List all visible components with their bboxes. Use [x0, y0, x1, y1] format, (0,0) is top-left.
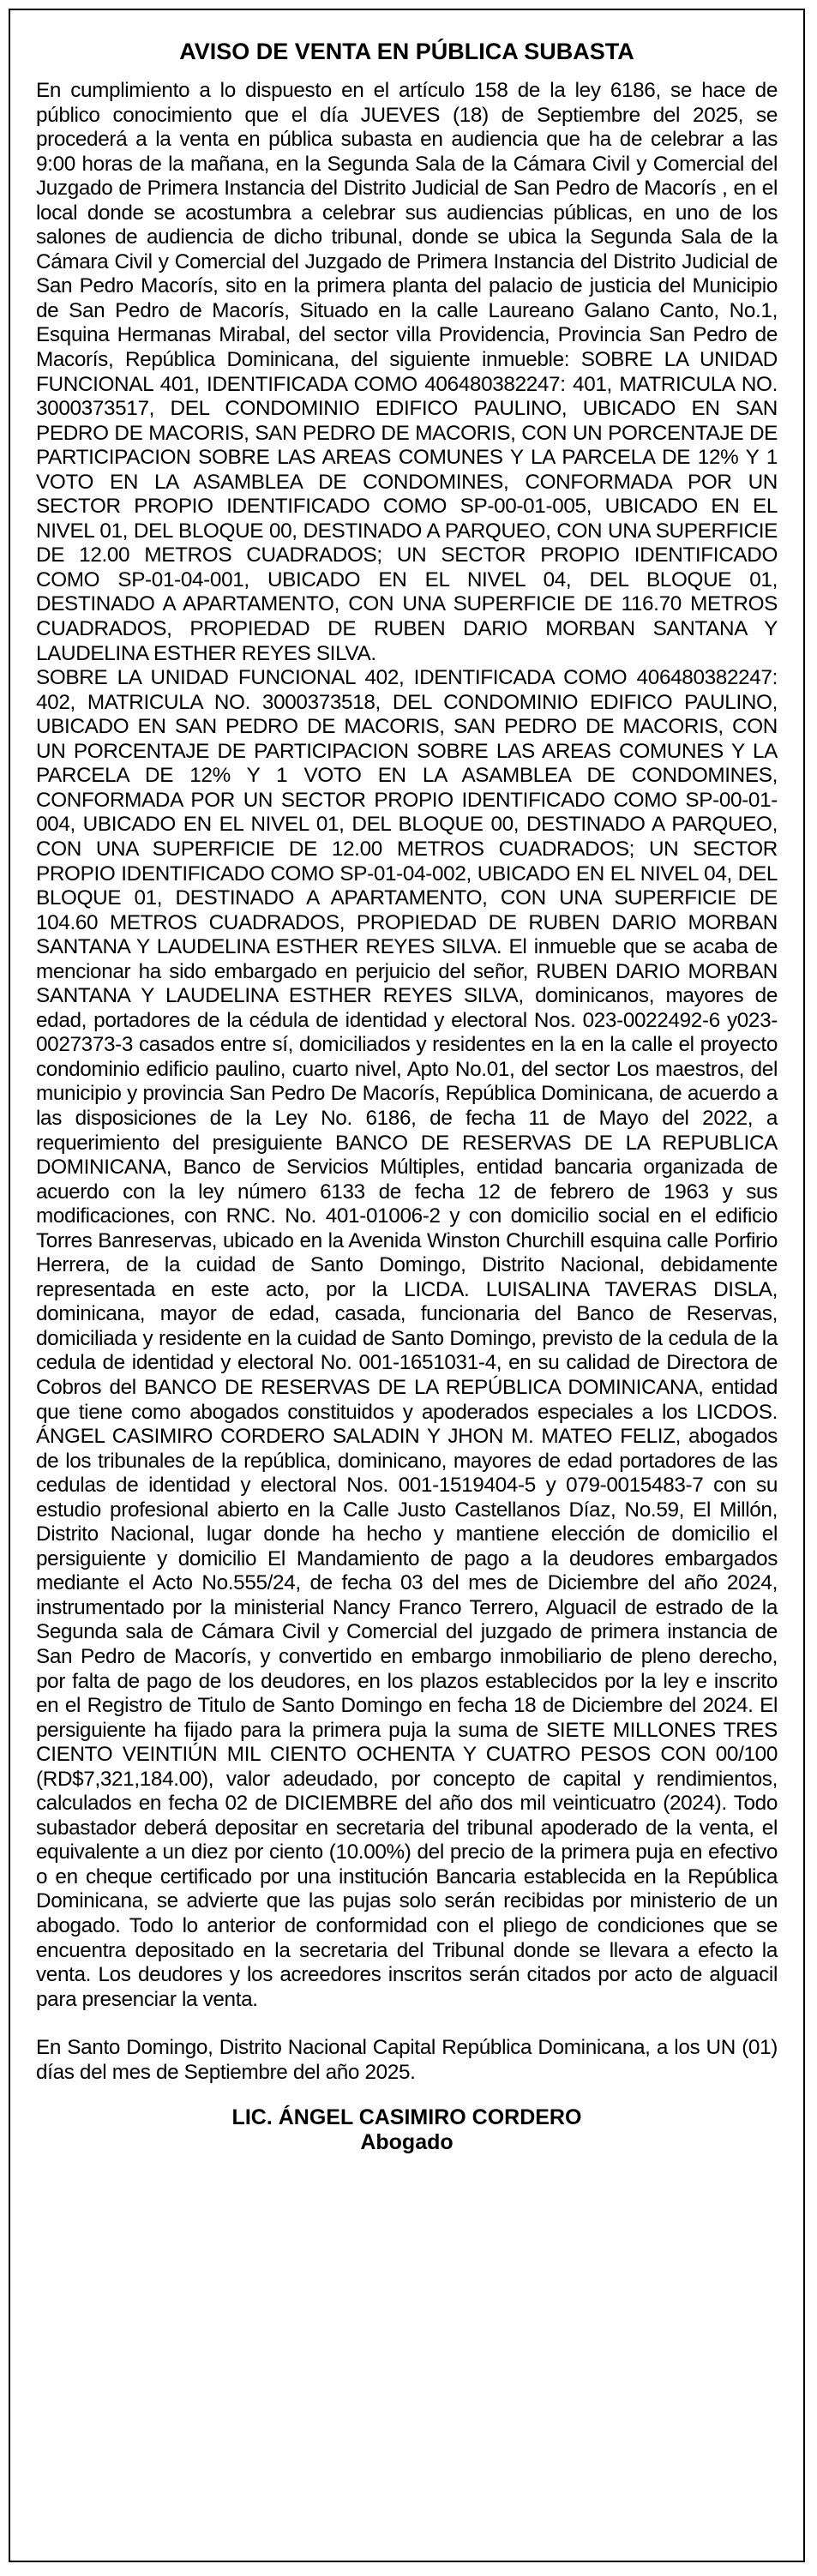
notice-frame — [9, 9, 805, 2562]
notice-paragraph-1: En cumplimiento a lo dispuesto en el artículo 158 de la ley 6186, se hace de público conocimiento que el día JUEVES (18) de Septiembre del 2025, se procederá a la venta en pública subasta en audiencia que ha de celebrar a las 9:00 horas de la mañana, en la Segunda Sala de la Cámara Civil y Comercial del Juzgado de Primera Instancia del Distrito Judicial de San Pedro de Macorís , en el local donde se acostumbra a celebrar sus audiencias públicas, en uno de los salones de audiencia de dicho tribunal, donde se ubica la Segunda Sala de la Cámara Civil y Comercial del Juzgado de Primera Instancia del Distrito Judicial de San Pedro Macorís, sito en la primera planta del palacio de justicia del Municipio de San Pedro de Macorís, Situado en la calle Laureano Galano Canto, No.1, Esquina Hermanas Mirabal, del sector villa Providencia, Provincia San Pedro de Macorís, República Dominicana, del siguiente inmueble: SOBRE LA UNIDAD FUNCIONAL 401, IDENTIFICADA COMO 406480382247: 401, MATRICULA NO. 3000373517, DEL CONDOMINIO EDIFICO PAULINO, UBICADO EN SAN PEDRO DE MACORIS, SAN PEDRO DE MACORIS, CON UN PORCENTAJE DE PARTICIPACION SOBRE LAS AREAS COMUNES Y LA PARCELA DE 12% Y 1 VOTO EN LA ASAMBLEA DE CONDOMINES, CONFORMADA POR UN SECTOR PROPIO IDENTIFICADO COMO SP-00-01-005, UBICADO EN EL NIVEL 01, DEL BLOQUE 00, DESTINADO A PARQUEO, CON UNA SUPERFICIE DE 12.00 METROS CUADRADOS; UN SECTOR PROPIO IDENTIFICADO COMO SP-01-04-001, UBICADO EN EL NIVEL 04, DEL BLOQUE 01, DESTINADO A APARTAMENTO, CON UNA SUPERFICIE DE 116.70 METROS CUADRADOS, PROPIEDAD DE RUBEN DARIO MORBAN SANTANA Y LAUDELINA ESTHER REYES SILVA. — [36, 79, 778, 665]
notice-title: AVISO DE VENTA EN PÚBLICA SUBASTA — [179, 39, 634, 64]
signature-role: Abogado — [360, 2130, 454, 2155]
notice-closing: En Santo Domingo, Distrito Nacional Capital República Dominicana, a los UN (01) días del mes de Septiembre del año 2025. — [36, 2036, 778, 2084]
notice-body — [36, 79, 778, 2085]
signature-block — [36, 2105, 778, 2155]
signature-name: LIC. ÁNGEL CASIMIRO CORDERO — [231, 2105, 582, 2130]
notice-paragraph-2: SOBRE LA UNIDAD FUNCIONAL 402, IDENTIFICADA COMO 406480382247: 402, MATRICULA NO. 3000373518, DEL CONDOMINIO EDIFICO PAULINO, UBICADO EN SAN PEDRO DE MACORIS, SAN PEDRO DE MACORIS, CON UN PORCENTAJE DE PARTICIPACION SOBRE LAS AREAS COMUNES Y LA PARCELA DE 12% Y 1 VOTO EN LA ASAMBLEA DE CONDOMINES, CONFORMADA POR UN SECTOR PROPIO IDENTIFICADO COMO SP-00-01-004, UBICADO EN EL NIVEL 01, DEL BLOQUE 00, DESTINADO A PARQUEO, CON UNA SUPERFICIE DE 12.00 METROS CUADRADOS; UN SECTOR PROPIO IDENTIFICADO COMO SP-01-04-002, UBICADO EN EL NIVEL 04, DEL BLOQUE 01, DESTINADO A APARTAMENTO, CON UNA SUPERFICIE DE 104.60 METROS CUADRADOS, PROPIEDAD DE RUBEN DARIO MORBAN SANTANA Y LAUDELINA ESTHER REYES SILVA. El inmueble que se acaba de mencionar ha sido embargado en perjuicio del señor, RUBEN DARIO MORBAN SANTANA Y LAUDELINA ESTHER REYES SILVA, dominicanos, mayores de edad, portadores de la cédula de identidad y electoral Nos. 023-0022492-6 y023-0027373-3 casados entre sí, domiciliados y residentes en la en la calle el proyecto condominio edificio paulino, cuarto nivel, Apto No.01, del sector Los maestros, del municipio y provincia San Pedro De Macorís, República Dominicana, de acuerdo a las disposiciones de la Ley No. 6186, de fecha 11 de Mayo del 2022, a requerimiento del presiguiente BANCO DE RESERVAS DE LA REPUBLICA DOMINICANA, Banco de Servicios Múltiples, entidad bancaria organizada de acuerdo con la ley número 6133 de fecha 12 de febrero de 1963 y sus modificaciones, con RNC. No. 401-01006-2 y con domicilio social en el edificio Torres Banreservas, ubicado en la Avenida Winston Churchill esquina calle Porfirio Herrera, de la cuidad de Santo Domingo, Distrito Nacional, debidamente representada en este acto, por la LICDA. LUISALINA TAVERAS DISLA, dominicana, mayor de edad, casada, funcionaria del Banco de Reservas, domiciliada y residente en la cuidad de Santo Domingo, previsto de la cedula de la cedula de identidad y electoral No. 001-1651031-4, en su calidad de Directora de Cobros del BANCO DE RESERVAS DE LA REPÚBLICA DOMINICANA, entidad que tiene como abogados constituidos y apoderados especiales a los LICDOS. ÁNGEL CASIMIRO CORDERO SALADIN Y JHON M. MATEO FELIZ, abogados de los tribunales de la república, dominicano, mayores de edad portadores de las cedulas de identidad y electoral Nos. 001-1519404-5 y 079-0015483-7 con su estudio profesional abierto en la Calle Justo Castellanos Díaz, No.59, El Millón, Distrito Nacional, lugar donde ha hecho y mantiene elección de domicilio el persiguiente y domicilio El Mandamiento de pago a la deudores embargados mediante el Acto No.555/24, de fecha 03 del mes de Diciembre del año 2024, instrumentado por la ministerial Nancy Franco Terrero, Alguacil de estrado de la Segunda sala de Cámara Civil y Comercial del juzgado de primera instancia de San Pedro de Macorís, y convertido en embargo inmobiliario de pleno derecho, por falta de pago de los deudores, en los plazos establecidos por la ley e inscrito en el Registro de Titulo de Santo Domingo en fecha 18 de Diciembre del 2024. El persiguiente ha fijado para la primera puja la suma de SIETE MILLONES TRES CIENTO VEINTIÚN MIL CIENTO OCHENTA Y CUATRO PESOS CON 00/100 (RD$7,321,184.00), valor adeudado, por concepto de capital y rendimientos, calculados en fecha 02 de DICIEMBRE del año dos mil veinticuatro (2024). Todo subastador deberá depositar en secretaria del tribunal apoderado de la venta, el equivalente a un diez por ciento (10.00%) del precio de la primera puja en efectivo o en cheque certificado por una institución Bancaria establecida en la República Dominicana, se advierte que las pujas solo serán recibidas por ministerio de un abogado. Todo lo anterior de conformidad con el pliego de condiciones que se encuentra depositado en la secretaria del Tribunal donde se llevara a efecto la venta. Los deudores y los acreedores inscritos serán citados por acto de alguacil para presenciar la venta. — [36, 666, 778, 2011]
